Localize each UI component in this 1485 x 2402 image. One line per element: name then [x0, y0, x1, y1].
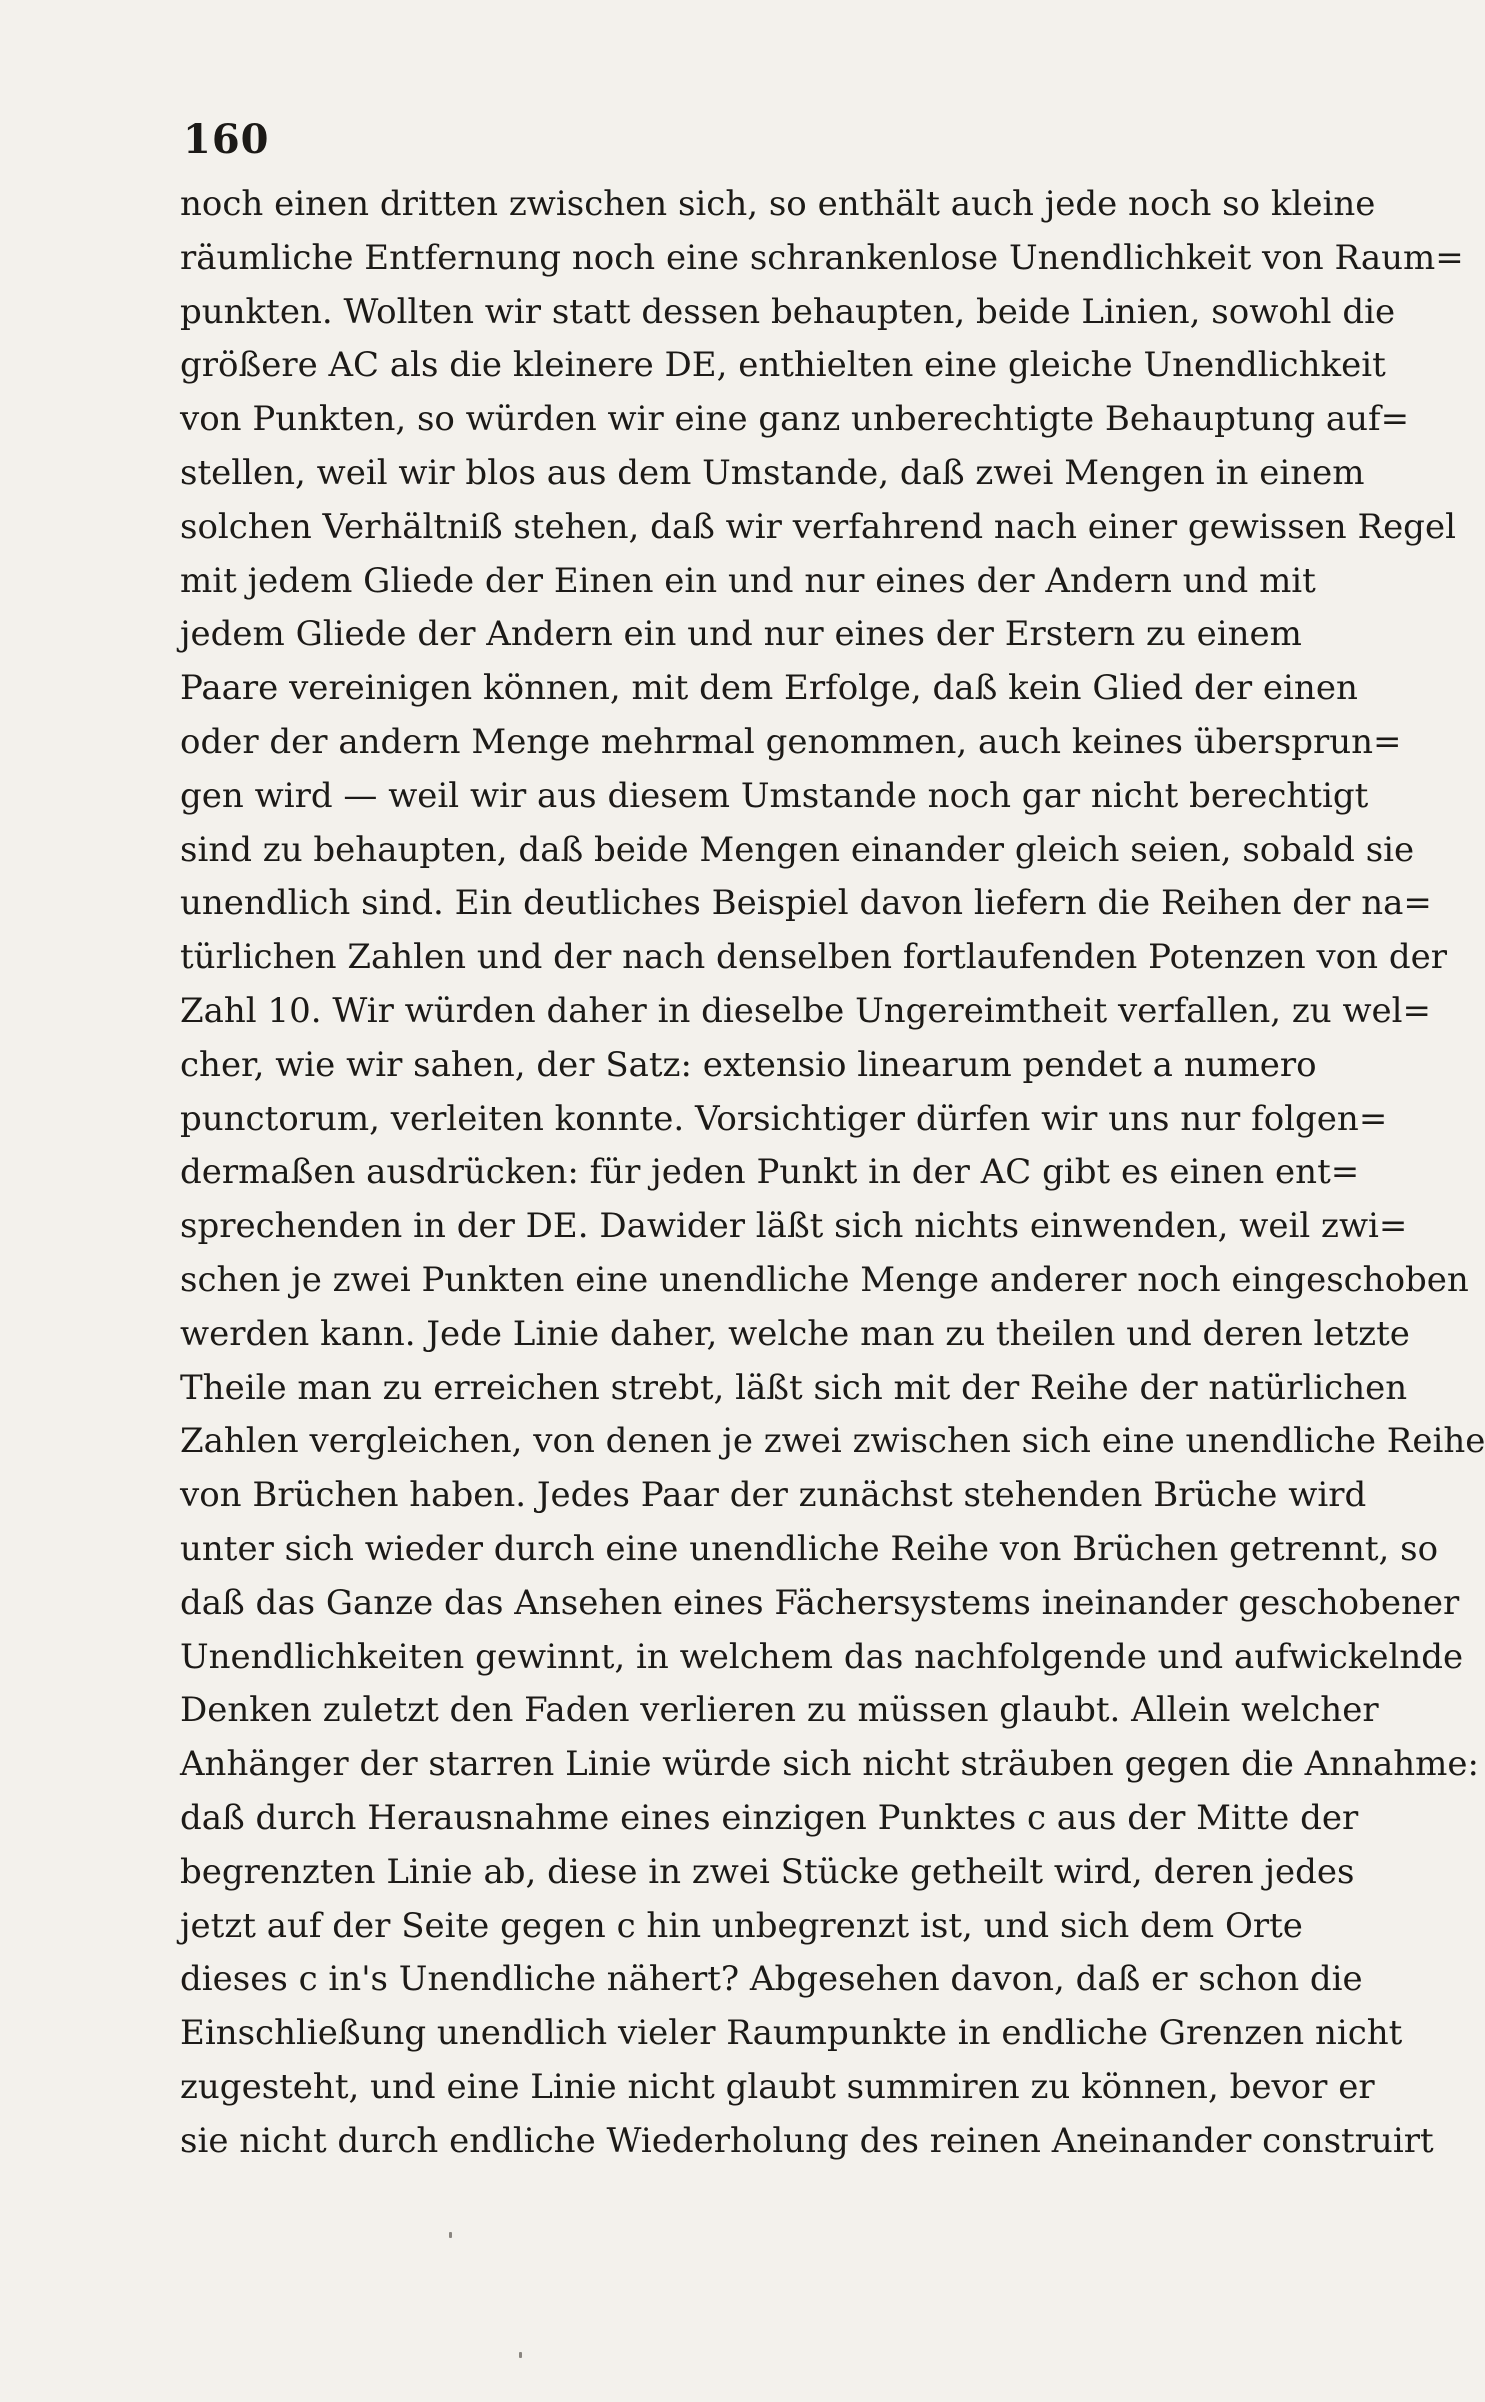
text-line: räumliche Entfernung noch eine schrankenlose Unendlichkeit von Raum= [180, 237, 1464, 278]
text-line: größere AC als die kleinere DE, enthielten eine gleiche Unendlichkeit [180, 345, 1386, 386]
text-line: begrenzten Linie ab, diese in zwei Stücke getheilt wird, deren jedes [180, 1851, 1355, 1892]
text-line: von Brüchen haben. Jedes Paar der zunächst stehenden Brüche wird [180, 1475, 1367, 1516]
text-line: Denken zuletzt den Faden verlieren zu müssen glaubt. Allein welcher [180, 1690, 1379, 1731]
text-line: dermaßen ausdrücken: für jeden Punkt in der AC gibt es einen ent= [180, 1152, 1360, 1193]
text-line: stellen, weil wir blos aus dem Umstande, daß zwei Mengen in einem [180, 452, 1365, 493]
text-line: Paare vereinigen können, mit dem Erfolge, daß kein Glied der einen [180, 668, 1358, 709]
text-line: sprechenden in der DE. Dawider läßt sich nichts einwenden, weil zwi= [180, 1206, 1408, 1247]
text-line: schen je zwei Punkten eine unendliche Menge anderer noch eingeschoben [180, 1259, 1469, 1300]
text-line: dieses c in's Unendliche nähert? Abgesehen davon, daß er schon die [180, 1959, 1363, 2000]
paper-speck [519, 2352, 522, 2358]
text-line: mit jedem Gliede der Einen ein und nur eines der Andern und mit [180, 560, 1316, 601]
text-line: cher, wie wir sahen, der Satz: extensio linearum pendet a numero [180, 1044, 1317, 1085]
text-line: Anhänger der starren Linie würde sich nicht sträuben gegen die Annahme: [180, 1744, 1479, 1785]
text-line: sind zu behaupten, daß beide Mengen einander gleich seien, sobald sie [180, 829, 1415, 870]
text-line: noch einen dritten zwischen sich, so enthält auch jede noch so kleine [180, 184, 1376, 224]
text-line: oder der andern Menge mehrmal genommen, auch keines übersprun= [180, 721, 1402, 762]
text-line: Zahl 10. Wir würden daher in dieselbe Ungereimtheit verfallen, zu wel= [180, 990, 1432, 1031]
text-line: Unendlichkeiten gewinnt, in welchem das nachfolgende und aufwickelnde [180, 1636, 1464, 1677]
text-line: von Punkten, so würden wir eine ganz unberechtigte Behauptung auf= [180, 399, 1410, 440]
text-line: unter sich wieder durch eine unendliche Reihe von Brüchen getrennt, so [180, 1528, 1439, 1569]
text-line: türlichen Zahlen und der nach denselben fortlaufenden Potenzen von der [180, 937, 1447, 978]
text-line: jedem Gliede der Andern ein und nur eines der Erstern zu einem [180, 614, 1302, 655]
text-line: gen wird — weil wir aus diesem Umstande noch gar nicht berechtigt [180, 775, 1369, 816]
text-line: Einschließung unendlich vieler Raumpunkte in endliche Grenzen nicht [180, 2013, 1403, 2054]
text-line: zugesteht, und eine Linie nicht glaubt summiren zu können, bevor er [180, 2066, 1375, 2107]
text-line: sie nicht durch endliche Wiederholung des reinen Aneinander construirt [180, 2120, 1434, 2161]
text-line: daß das Ganze das Ansehen eines Fächersystems ineinander geschobener [180, 1582, 1460, 1623]
paper-speck [449, 2232, 452, 2238]
text-line: punkten. Wollten wir statt dessen behaupten, beide Linien, sowohl die [180, 291, 1396, 332]
text-line: jetzt auf der Seite gegen c hin unbegrenzt ist, und sich dem Orte [180, 1905, 1303, 1946]
page-number: 160 [183, 116, 270, 163]
text-line: daß durch Herausnahme eines einzigen Punktes c aus der Mitte der [180, 1797, 1359, 1838]
body-text [180, 178, 1485, 2168]
text-line: solchen Verhältniß stehen, daß wir verfahrend nach einer gewissen Regel [180, 506, 1456, 547]
text-line: Theile man zu erreichen strebt, läßt sich mit der Reihe der natürlichen [180, 1367, 1408, 1408]
text-line: werden kann. Jede Linie daher, welche man zu theilen und deren letzte [180, 1313, 1410, 1354]
text-line: unendlich sind. Ein deutliches Beispiel davon liefern die Reihen der na= [180, 883, 1432, 924]
text-line: Zahlen vergleichen, von denen je zwei zwischen sich eine unendliche Reihe [180, 1421, 1485, 1462]
text-line: punctorum, verleiten konnte. Vorsichtiger dürfen wir uns nur folgen= [180, 1098, 1388, 1139]
